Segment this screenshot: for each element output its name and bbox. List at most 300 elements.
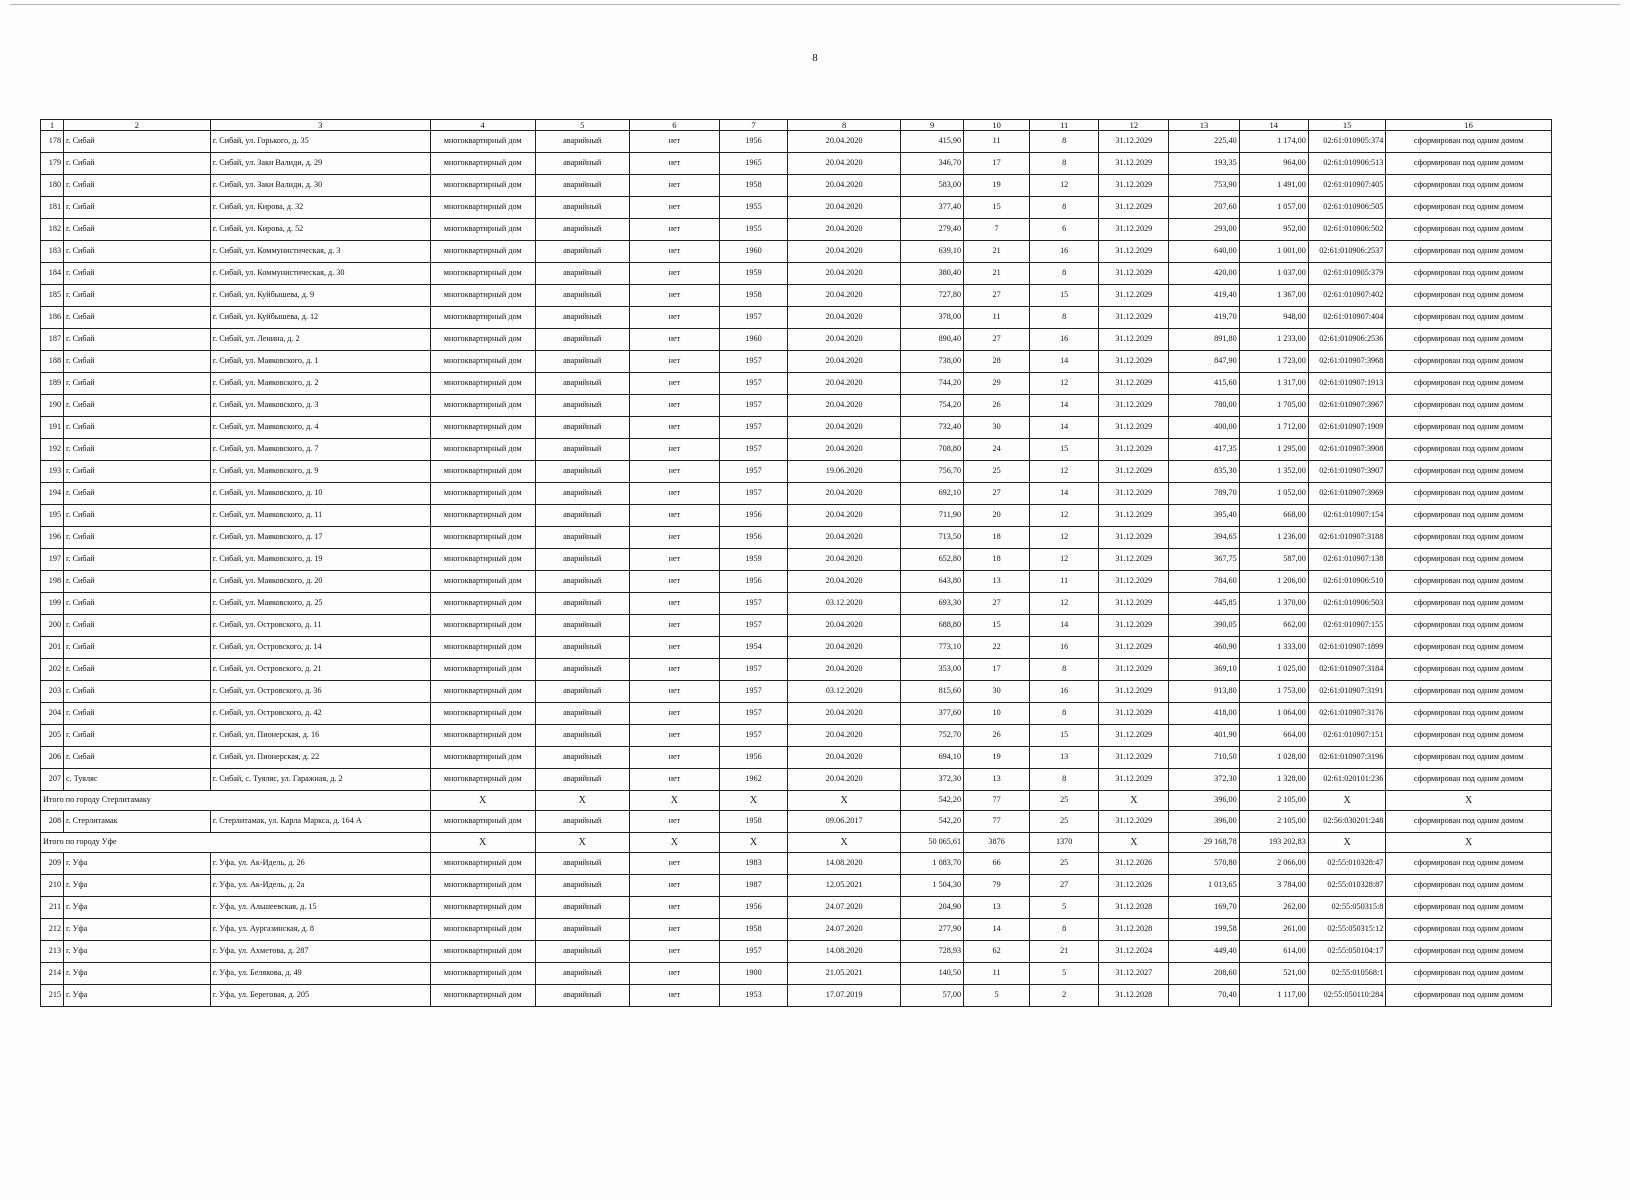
- cell-col-15: 02:61:010906:503: [1308, 593, 1386, 615]
- subtotal-cell-col-14: 193 202,83: [1239, 833, 1308, 853]
- cell-col-6: нет: [629, 637, 719, 659]
- cell-col-1: 194: [41, 483, 64, 505]
- cell-col-12: 31.12.2029: [1099, 263, 1169, 285]
- cell-col-11: 16: [1030, 241, 1099, 263]
- cell-col-10: 11: [964, 307, 1030, 329]
- cell-col-5: аварийный: [535, 659, 629, 681]
- cell-col-3: г. Сибай, ул. Маяковского, д. 11: [210, 505, 430, 527]
- subtotal-cell-col-7: Х: [719, 833, 787, 853]
- cell-col-8: 20.04.2020: [788, 747, 901, 769]
- subtotal-cell-col-6: Х: [629, 791, 719, 811]
- cell-col-8: 20.04.2020: [788, 131, 901, 153]
- cell-col-5: аварийный: [535, 571, 629, 593]
- table-row: [41, 681, 1552, 703]
- cell-col-1: 212: [41, 919, 64, 941]
- cell-col-13: 415,60: [1169, 373, 1239, 395]
- cell-col-5: аварийный: [535, 725, 629, 747]
- cell-col-7: 1957: [719, 461, 787, 483]
- cell-col-9: 415,90: [901, 131, 964, 153]
- cell-col-15: 02:61:010907:3188: [1308, 527, 1386, 549]
- cell-col-14: 1 037,00: [1239, 263, 1308, 285]
- cell-col-4: многоквартирный дом: [430, 897, 535, 919]
- cell-col-11: 8: [1030, 131, 1099, 153]
- cell-col-9: 773,10: [901, 637, 964, 659]
- cell-col-4: многоквартирный дом: [430, 483, 535, 505]
- housing-register-table: [40, 119, 1552, 1007]
- cell-col-6: нет: [629, 747, 719, 769]
- cell-col-4: многоквартирный дом: [430, 153, 535, 175]
- cell-col-16: сформирован под одним домом: [1386, 571, 1552, 593]
- cell-col-11: 16: [1030, 329, 1099, 351]
- cell-col-4: многоквартирный дом: [430, 505, 535, 527]
- cell-col-4: многоквартирный дом: [430, 769, 535, 791]
- table-row: [41, 963, 1552, 985]
- cell-col-15: 02:55:050315:12: [1308, 919, 1386, 941]
- cell-col-9: 1 504,30: [901, 875, 964, 897]
- cell-col-2: г. Сибай: [64, 527, 211, 549]
- cell-col-11: 14: [1030, 615, 1099, 637]
- cell-col-6: нет: [629, 351, 719, 373]
- cell-col-8: 20.04.2020: [788, 351, 901, 373]
- cell-col-3: г. Сибай, ул. Островского, д. 36: [210, 681, 430, 703]
- cell-col-13: 395,40: [1169, 505, 1239, 527]
- cell-col-14: 662,00: [1239, 615, 1308, 637]
- subtotal-label: Итого по городу Стерлитамаку: [41, 791, 431, 811]
- cell-col-6: нет: [629, 373, 719, 395]
- cell-col-16: сформирован под одним домом: [1386, 659, 1552, 681]
- cell-col-5: аварийный: [535, 527, 629, 549]
- cell-col-9: 639,10: [901, 241, 964, 263]
- cell-col-8: 20.04.2020: [788, 505, 901, 527]
- cell-col-10: 28: [964, 351, 1030, 373]
- cell-col-3: г. Сибай, ул. Маяковского, д. 2: [210, 373, 430, 395]
- cell-col-9: 752,70: [901, 725, 964, 747]
- cell-col-7: 1956: [719, 747, 787, 769]
- cell-col-14: 1 025,00: [1239, 659, 1308, 681]
- cell-col-12: 31.12.2029: [1099, 175, 1169, 197]
- table-row: [41, 307, 1552, 329]
- cell-col-5: аварийный: [535, 351, 629, 373]
- cell-col-7: 1960: [719, 329, 787, 351]
- cell-col-8: 20.04.2020: [788, 241, 901, 263]
- cell-col-6: нет: [629, 527, 719, 549]
- cell-col-15: 02:56:030201:248: [1308, 811, 1386, 833]
- cell-col-5: аварийный: [535, 175, 629, 197]
- cell-col-5: аварийный: [535, 853, 629, 875]
- cell-col-10: 79: [964, 875, 1030, 897]
- scan-top-edge: [10, 4, 1620, 5]
- cell-col-7: 1965: [719, 153, 787, 175]
- cell-col-3: г. Уфа, ул. Ак-Идель, д. 2а: [210, 875, 430, 897]
- cell-col-8: 20.04.2020: [788, 527, 901, 549]
- cell-col-16: сформирован под одним домом: [1386, 483, 1552, 505]
- cell-col-5: аварийный: [535, 307, 629, 329]
- cell-col-12: 31.12.2029: [1099, 131, 1169, 153]
- cell-col-13: 780,00: [1169, 395, 1239, 417]
- cell-col-6: нет: [629, 659, 719, 681]
- table-row: [41, 285, 1552, 307]
- cell-col-4: многоквартирный дом: [430, 461, 535, 483]
- cell-col-1: 195: [41, 505, 64, 527]
- cell-col-4: многоквартирный дом: [430, 659, 535, 681]
- cell-col-11: 25: [1030, 853, 1099, 875]
- cell-col-3: г. Уфа, ул. Береговая, д. 205: [210, 985, 430, 1007]
- table-row: [41, 659, 1552, 681]
- table-row: [41, 373, 1552, 395]
- cell-col-12: 31.12.2029: [1099, 747, 1169, 769]
- cell-col-11: 8: [1030, 769, 1099, 791]
- cell-col-5: аварийный: [535, 373, 629, 395]
- cell-col-3: г. Сибай, с. Туяляс, ул. Гаражная, д. 2: [210, 769, 430, 791]
- cell-col-8: 20.04.2020: [788, 329, 901, 351]
- table-body: [41, 131, 1552, 1007]
- cell-col-9: 738,00: [901, 351, 964, 373]
- cell-col-9: 815,60: [901, 681, 964, 703]
- cell-col-10: 30: [964, 417, 1030, 439]
- cell-col-4: многоквартирный дом: [430, 285, 535, 307]
- subtotal-cell-col-8: Х: [788, 791, 901, 811]
- cell-col-12: 31.12.2029: [1099, 615, 1169, 637]
- cell-col-15: 02:55:010328:47: [1308, 853, 1386, 875]
- cell-col-1: 198: [41, 571, 64, 593]
- cell-col-4: многоквартирный дом: [430, 549, 535, 571]
- cell-col-16: сформирован под одним домом: [1386, 853, 1552, 875]
- cell-col-11: 15: [1030, 439, 1099, 461]
- subtotal-cell-col-13: 396,00: [1169, 791, 1239, 811]
- cell-col-12: 31.12.2029: [1099, 153, 1169, 175]
- cell-col-6: нет: [629, 615, 719, 637]
- cell-col-16: сформирован под одним домом: [1386, 875, 1552, 897]
- cell-col-8: 20.04.2020: [788, 769, 901, 791]
- cell-col-14: 262,00: [1239, 897, 1308, 919]
- subtotal-cell-col-8: Х: [788, 833, 901, 853]
- subtotal-cell-col-4: Х: [430, 833, 535, 853]
- cell-col-3: г. Уфа, ул. Ахметова, д. 287: [210, 941, 430, 963]
- cell-col-12: 31.12.2029: [1099, 373, 1169, 395]
- cell-col-8: 09.06.2017: [788, 811, 901, 833]
- column-header-15: 15: [1308, 120, 1386, 131]
- table-row: [41, 351, 1552, 373]
- cell-col-3: г. Сибай, ул. Горького, д. 35: [210, 131, 430, 153]
- table-row: [41, 571, 1552, 593]
- cell-col-12: 31.12.2029: [1099, 197, 1169, 219]
- cell-col-10: 27: [964, 285, 1030, 307]
- cell-col-4: многоквартирный дом: [430, 811, 535, 833]
- cell-col-11: 12: [1030, 549, 1099, 571]
- cell-col-16: сформирован под одним домом: [1386, 307, 1552, 329]
- cell-col-16: сформирован под одним домом: [1386, 197, 1552, 219]
- cell-col-12: 31.12.2029: [1099, 439, 1169, 461]
- cell-col-5: аварийный: [535, 153, 629, 175]
- cell-col-8: 03.12.2020: [788, 681, 901, 703]
- cell-col-12: 31.12.2024: [1099, 941, 1169, 963]
- subtotal-cell-col-7: Х: [719, 791, 787, 811]
- cell-col-10: 17: [964, 659, 1030, 681]
- cell-col-4: многоквартирный дом: [430, 351, 535, 373]
- subtotal-cell-col-5: Х: [535, 791, 629, 811]
- cell-col-11: 8: [1030, 307, 1099, 329]
- column-header-6: 6: [629, 120, 719, 131]
- cell-col-14: 614,00: [1239, 941, 1308, 963]
- cell-col-10: 21: [964, 241, 1030, 263]
- cell-col-5: аварийный: [535, 811, 629, 833]
- cell-col-16: сформирован под одним домом: [1386, 241, 1552, 263]
- cell-col-10: 18: [964, 549, 1030, 571]
- cell-col-14: 952,00: [1239, 219, 1308, 241]
- cell-col-1: 190: [41, 395, 64, 417]
- cell-col-3: г. Сибай, ул. Коммунистическая, д. 3: [210, 241, 430, 263]
- cell-col-16: сформирован под одним домом: [1386, 985, 1552, 1007]
- cell-col-8: 20.04.2020: [788, 703, 901, 725]
- cell-col-11: 8: [1030, 153, 1099, 175]
- cell-col-3: г. Уфа, ул. Белякова, д. 49: [210, 963, 430, 985]
- cell-col-5: аварийный: [535, 505, 629, 527]
- cell-col-16: сформирован под одним домом: [1386, 769, 1552, 791]
- cell-col-7: 1958: [719, 175, 787, 197]
- cell-col-2: г. Сибай: [64, 307, 211, 329]
- cell-col-5: аварийный: [535, 963, 629, 985]
- cell-col-6: нет: [629, 219, 719, 241]
- cell-col-1: 213: [41, 941, 64, 963]
- column-header-1: 1: [41, 120, 64, 131]
- cell-col-10: 62: [964, 941, 1030, 963]
- cell-col-5: аварийный: [535, 875, 629, 897]
- cell-col-1: 181: [41, 197, 64, 219]
- cell-col-12: 31.12.2027: [1099, 963, 1169, 985]
- cell-col-3: г. Сибай, ул. Маяковского, д. 4: [210, 417, 430, 439]
- cell-col-2: г. Сибай: [64, 351, 211, 373]
- cell-col-12: 31.12.2029: [1099, 329, 1169, 351]
- cell-col-6: нет: [629, 153, 719, 175]
- table-row: [41, 241, 1552, 263]
- cell-col-13: 396,00: [1169, 811, 1239, 833]
- table-row: [41, 197, 1552, 219]
- cell-col-1: 209: [41, 853, 64, 875]
- cell-col-7: 1954: [719, 637, 787, 659]
- cell-col-16: сформирован под одним домом: [1386, 681, 1552, 703]
- cell-col-2: г. Сибай: [64, 439, 211, 461]
- cell-col-16: сформирован под одним домом: [1386, 153, 1552, 175]
- table-row: [41, 941, 1552, 963]
- cell-col-15: 02:61:020101:236: [1308, 769, 1386, 791]
- cell-col-4: многоквартирный дом: [430, 919, 535, 941]
- cell-col-7: 1957: [719, 659, 787, 681]
- cell-col-6: нет: [629, 769, 719, 791]
- cell-col-7: 1957: [719, 439, 787, 461]
- cell-col-9: 728,93: [901, 941, 964, 963]
- cell-col-11: 6: [1030, 219, 1099, 241]
- cell-col-7: 1958: [719, 811, 787, 833]
- cell-col-13: 753,90: [1169, 175, 1239, 197]
- cell-col-7: 1958: [719, 285, 787, 307]
- cell-col-8: 20.04.2020: [788, 615, 901, 637]
- cell-col-9: 140,50: [901, 963, 964, 985]
- cell-col-9: 643,80: [901, 571, 964, 593]
- cell-col-2: г. Сибай: [64, 747, 211, 769]
- cell-col-1: 206: [41, 747, 64, 769]
- cell-col-2: г. Уфа: [64, 963, 211, 985]
- cell-col-6: нет: [629, 897, 719, 919]
- cell-col-14: 964,00: [1239, 153, 1308, 175]
- cell-col-4: многоквартирный дом: [430, 703, 535, 725]
- cell-col-3: г. Сибай, ул. Коммунистическая, д. 30: [210, 263, 430, 285]
- cell-col-9: 754,20: [901, 395, 964, 417]
- subtotal-cell-col-4: Х: [430, 791, 535, 811]
- cell-col-7: 1957: [719, 725, 787, 747]
- cell-col-2: г. Сибай: [64, 703, 211, 725]
- cell-col-3: г. Сибай, ул. Куйбышева, д. 12: [210, 307, 430, 329]
- cell-col-2: г. Сибай: [64, 725, 211, 747]
- cell-col-15: 02:55:010328:87: [1308, 875, 1386, 897]
- cell-col-14: 1 723,00: [1239, 351, 1308, 373]
- cell-col-6: нет: [629, 593, 719, 615]
- cell-col-13: 445,85: [1169, 593, 1239, 615]
- cell-col-9: 692,10: [901, 483, 964, 505]
- table-row: [41, 919, 1552, 941]
- cell-col-1: 188: [41, 351, 64, 373]
- cell-col-2: г. Сибай: [64, 681, 211, 703]
- cell-col-7: 1960: [719, 241, 787, 263]
- table-row: [41, 329, 1552, 351]
- cell-col-3: г. Сибай, ул. Кирова, д. 32: [210, 197, 430, 219]
- cell-col-13: 70,40: [1169, 985, 1239, 1007]
- column-header-13: 13: [1169, 120, 1239, 131]
- cell-col-5: аварийный: [535, 769, 629, 791]
- cell-col-13: 401,90: [1169, 725, 1239, 747]
- cell-col-1: 184: [41, 263, 64, 285]
- cell-col-12: 31.12.2029: [1099, 769, 1169, 791]
- cell-col-8: 19.06.2020: [788, 461, 901, 483]
- table-row: [41, 853, 1552, 875]
- cell-col-2: г. Стерлитамак: [64, 811, 211, 833]
- table-row: [41, 527, 1552, 549]
- table-row: [41, 593, 1552, 615]
- cell-col-12: 31.12.2029: [1099, 395, 1169, 417]
- cell-col-4: многоквартирный дом: [430, 219, 535, 241]
- cell-col-10: 13: [964, 897, 1030, 919]
- cell-col-1: 185: [41, 285, 64, 307]
- cell-col-7: 1956: [719, 571, 787, 593]
- cell-col-7: 1957: [719, 681, 787, 703]
- cell-col-15: 02:61:010906:2536: [1308, 329, 1386, 351]
- cell-col-2: с. Туяляс: [64, 769, 211, 791]
- cell-col-1: 193: [41, 461, 64, 483]
- table-header: [41, 120, 1552, 131]
- cell-col-14: 587,00: [1239, 549, 1308, 571]
- cell-col-4: многоквартирный дом: [430, 307, 535, 329]
- cell-col-6: нет: [629, 549, 719, 571]
- cell-col-1: 180: [41, 175, 64, 197]
- cell-col-9: 744,20: [901, 373, 964, 395]
- cell-col-10: 7: [964, 219, 1030, 241]
- cell-col-6: нет: [629, 329, 719, 351]
- table-row: [41, 615, 1552, 637]
- cell-col-1: 196: [41, 527, 64, 549]
- cell-col-11: 2: [1030, 985, 1099, 1007]
- cell-col-6: нет: [629, 241, 719, 263]
- cell-col-16: сформирован под одним домом: [1386, 439, 1552, 461]
- table-row: [41, 263, 1552, 285]
- cell-col-11: 13: [1030, 747, 1099, 769]
- cell-col-4: многоквартирный дом: [430, 853, 535, 875]
- table-row: [41, 395, 1552, 417]
- cell-col-15: 02:55:050315:8: [1308, 897, 1386, 919]
- cell-col-4: многоквартирный дом: [430, 593, 535, 615]
- subtotal-cell-col-5: Х: [535, 833, 629, 853]
- cell-col-15: 02:61:010907:404: [1308, 307, 1386, 329]
- cell-col-11: 21: [1030, 941, 1099, 963]
- cell-col-5: аварийный: [535, 219, 629, 241]
- cell-col-8: 20.04.2020: [788, 307, 901, 329]
- cell-col-14: 1 052,00: [1239, 483, 1308, 505]
- cell-col-2: г. Сибай: [64, 549, 211, 571]
- cell-col-6: нет: [629, 175, 719, 197]
- cell-col-15: 02:61:010907:1899: [1308, 637, 1386, 659]
- cell-col-5: аварийный: [535, 461, 629, 483]
- cell-col-1: 202: [41, 659, 64, 681]
- table-row: [41, 483, 1552, 505]
- cell-col-13: 390,05: [1169, 615, 1239, 637]
- cell-col-5: аварийный: [535, 241, 629, 263]
- cell-col-11: 12: [1030, 593, 1099, 615]
- cell-col-15: 02:61:010907:405: [1308, 175, 1386, 197]
- subtotal-cell-col-12: Х: [1099, 791, 1169, 811]
- cell-col-5: аварийный: [535, 897, 629, 919]
- cell-col-12: 31.12.2029: [1099, 307, 1169, 329]
- cell-col-11: 12: [1030, 505, 1099, 527]
- cell-col-8: 20.04.2020: [788, 175, 901, 197]
- cell-col-6: нет: [629, 439, 719, 461]
- cell-col-8: 20.04.2020: [788, 373, 901, 395]
- cell-col-11: 12: [1030, 373, 1099, 395]
- cell-col-3: г. Сибай, ул. Маяковского, д. 1: [210, 351, 430, 373]
- cell-col-1: 191: [41, 417, 64, 439]
- cell-col-15: 02:61:010907:3968: [1308, 351, 1386, 373]
- table-row: [41, 897, 1552, 919]
- cell-col-14: 1 117,00: [1239, 985, 1308, 1007]
- cell-col-14: 1 174,00: [1239, 131, 1308, 153]
- cell-col-12: 31.12.2028: [1099, 897, 1169, 919]
- cell-col-9: 346,70: [901, 153, 964, 175]
- cell-col-7: 1957: [719, 373, 787, 395]
- cell-col-13: 418,00: [1169, 703, 1239, 725]
- cell-col-11: 14: [1030, 417, 1099, 439]
- cell-col-6: нет: [629, 131, 719, 153]
- cell-col-6: нет: [629, 875, 719, 897]
- cell-col-15: 02:61:010905:379: [1308, 263, 1386, 285]
- subtotal-cell-col-14: 2 105,00: [1239, 791, 1308, 811]
- subtotal-cell-col-16: Х: [1386, 791, 1552, 811]
- cell-col-6: нет: [629, 505, 719, 527]
- cell-col-2: г. Сибай: [64, 241, 211, 263]
- cell-col-16: сформирован под одним домом: [1386, 285, 1552, 307]
- cell-col-2: г. Сибай: [64, 593, 211, 615]
- cell-col-1: 199: [41, 593, 64, 615]
- cell-col-13: 913,80: [1169, 681, 1239, 703]
- cell-col-9: 204,90: [901, 897, 964, 919]
- cell-col-15: 02:61:010907:1913: [1308, 373, 1386, 395]
- cell-col-6: нет: [629, 941, 719, 963]
- cell-col-16: сформирован под одним домом: [1386, 461, 1552, 483]
- cell-col-9: 279,40: [901, 219, 964, 241]
- cell-col-8: 20.04.2020: [788, 417, 901, 439]
- cell-col-5: аварийный: [535, 747, 629, 769]
- cell-col-5: аварийный: [535, 941, 629, 963]
- cell-col-9: 378,00: [901, 307, 964, 329]
- cell-col-8: 20.04.2020: [788, 395, 901, 417]
- cell-col-6: нет: [629, 263, 719, 285]
- cell-col-4: многоквартирный дом: [430, 527, 535, 549]
